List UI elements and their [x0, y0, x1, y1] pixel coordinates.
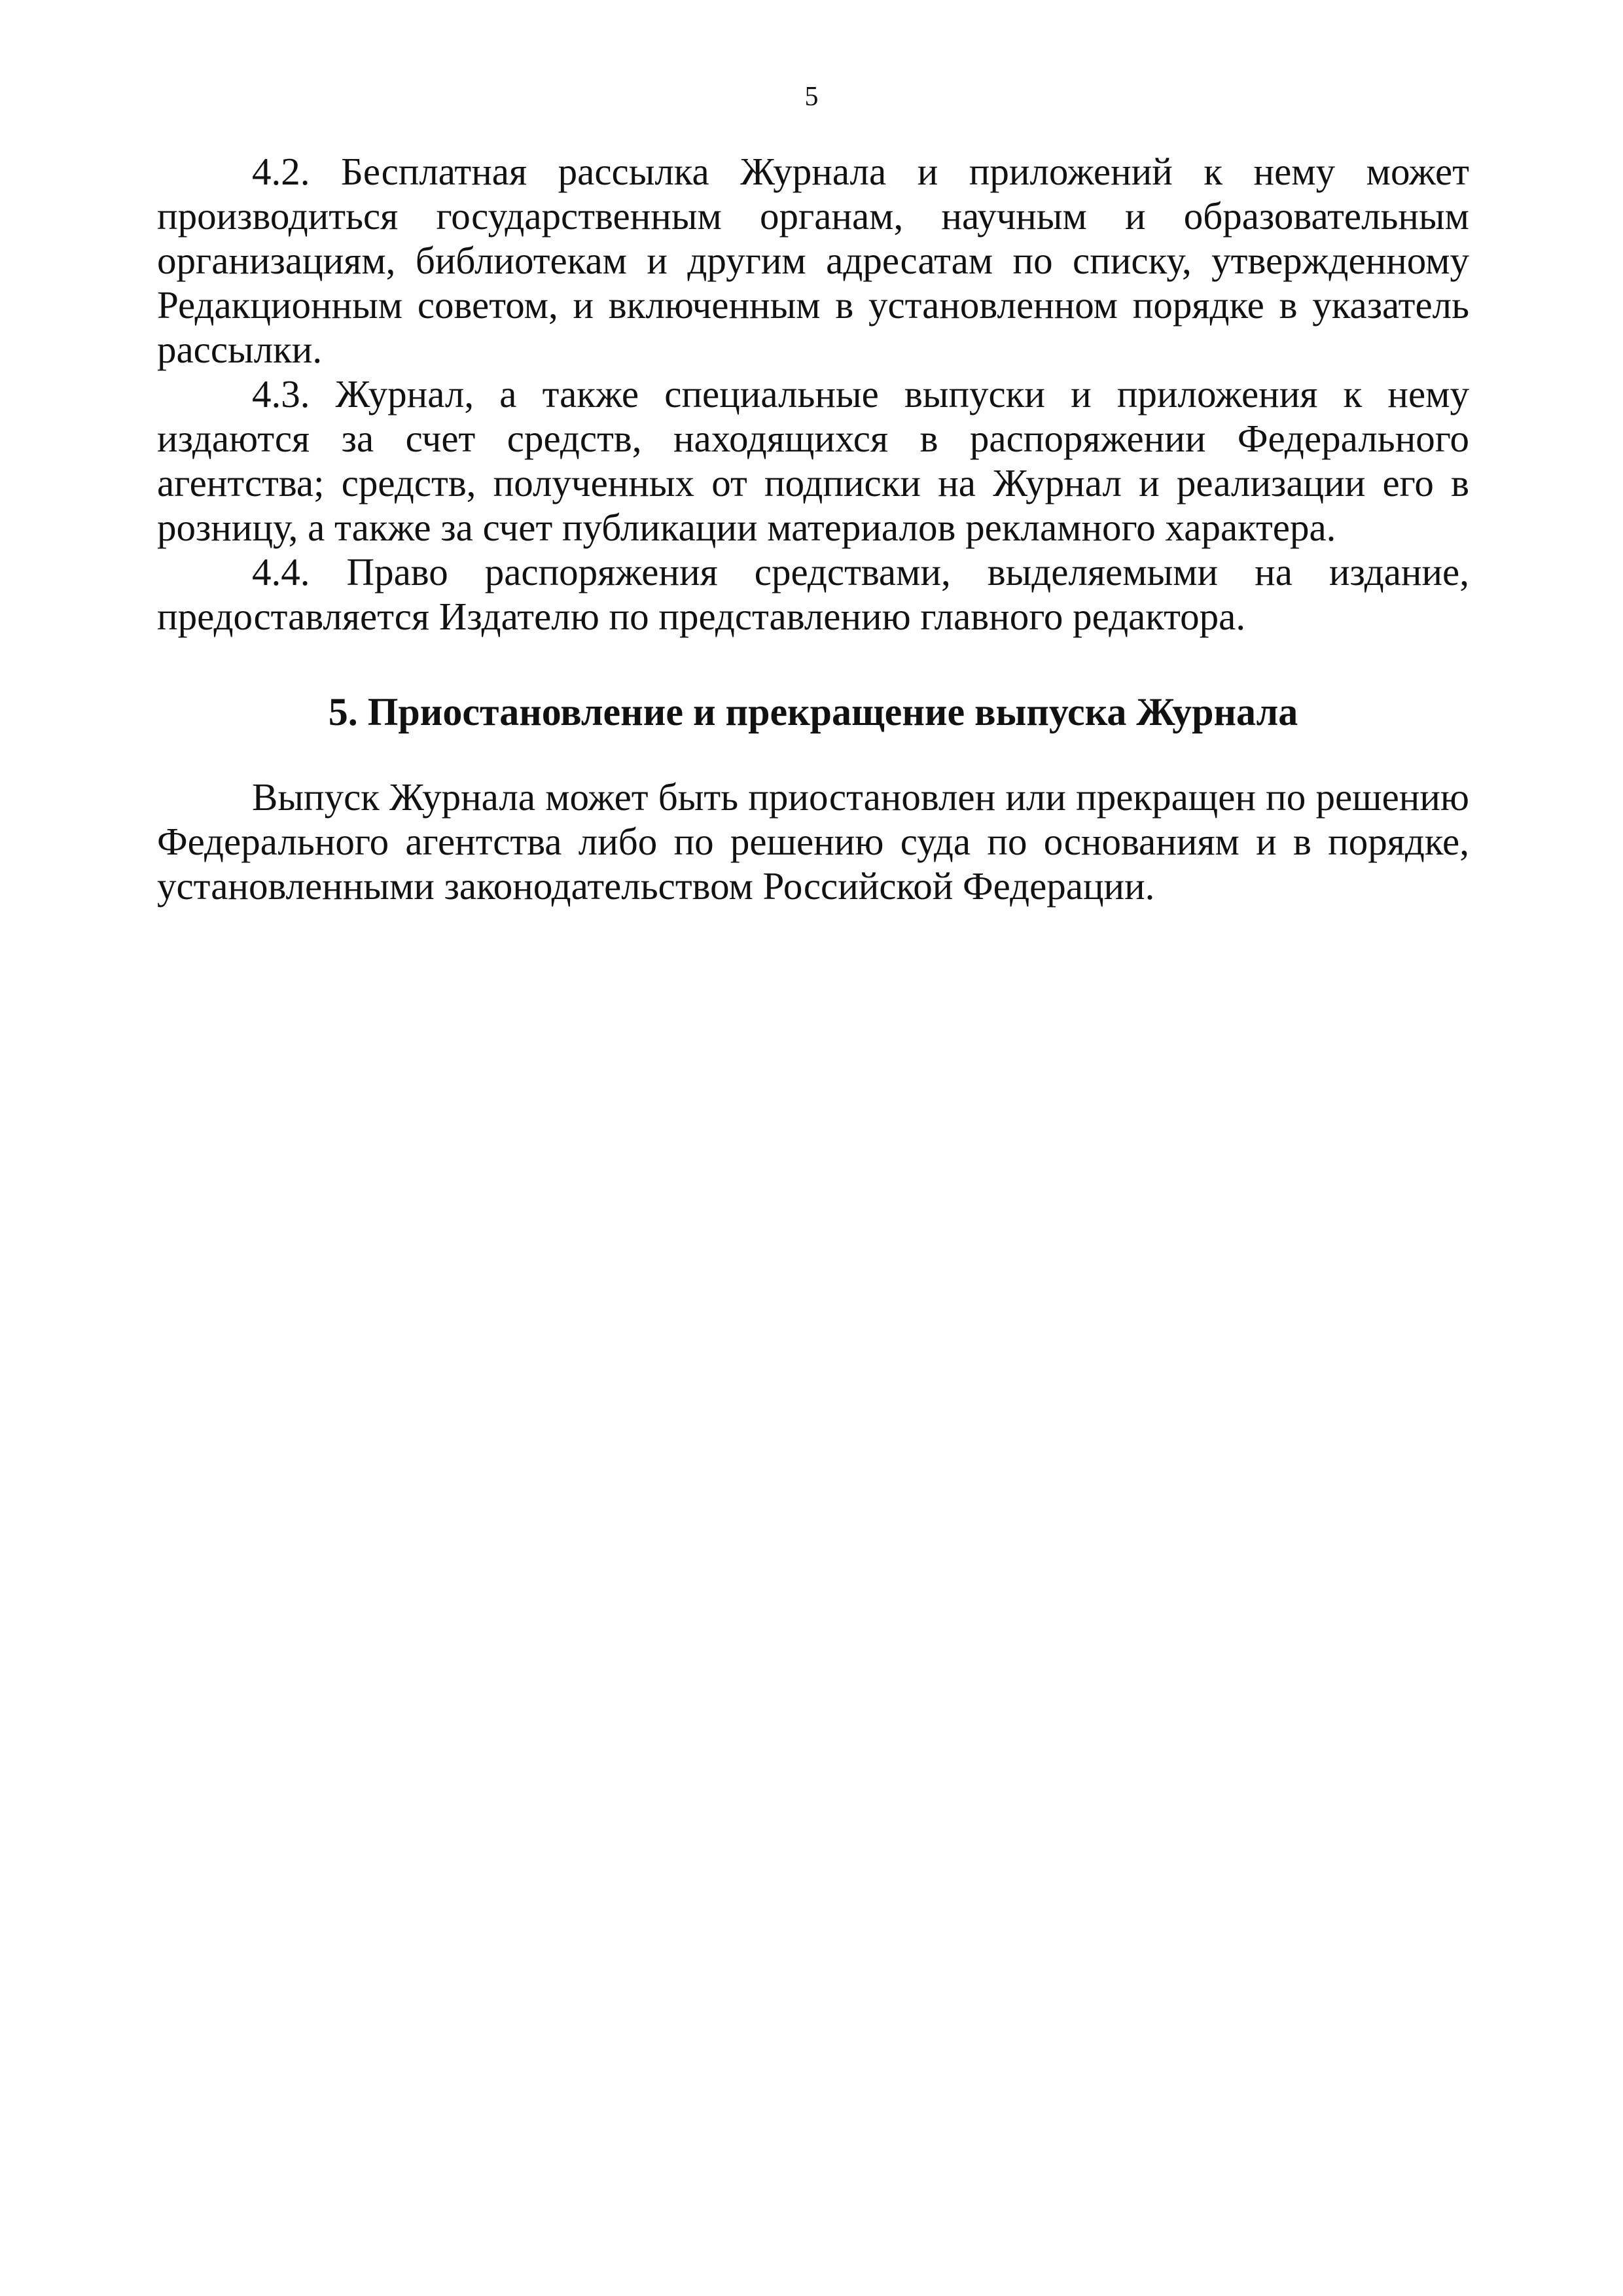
paragraph-4-3: 4.3. Журнал, а также специальные выпуски и приложения к нему издаются за счет средств, находящихся в распоряжении Федерального агентства; средств, полученных от подписки на Журнал и реализации его в розницу, а также за счет публикации материалов рекламного характера. [157, 372, 1469, 549]
paragraph-4-4: 4.4. Право распоряжения средствами, выделяемыми на издание, предоставляется Издателю по представлению главного редактора. [157, 550, 1469, 638]
page-number: 5 [804, 82, 819, 112]
section-5-paragraph: Выпуск Журнала может быть приостановлен или прекращен по решению Федерального агентства либо по решению суда по основаниям и в порядке, установленными законодательством Российской Федерации. [157, 775, 1469, 908]
document-body [157, 149, 1469, 908]
section-5-heading: 5. Приостановление и прекращение выпуска Журнала [328, 690, 1298, 733]
paragraph-4-2: 4.2. Бесплатная рассылка Журнала и приложений к нему может производиться государственным органам, научным и образовательным организациям, библиотекам и другим адресатам по списку, утвержденному Редакционным советом, и включенным в установленном порядке в указатель рассылки. [157, 150, 1469, 371]
